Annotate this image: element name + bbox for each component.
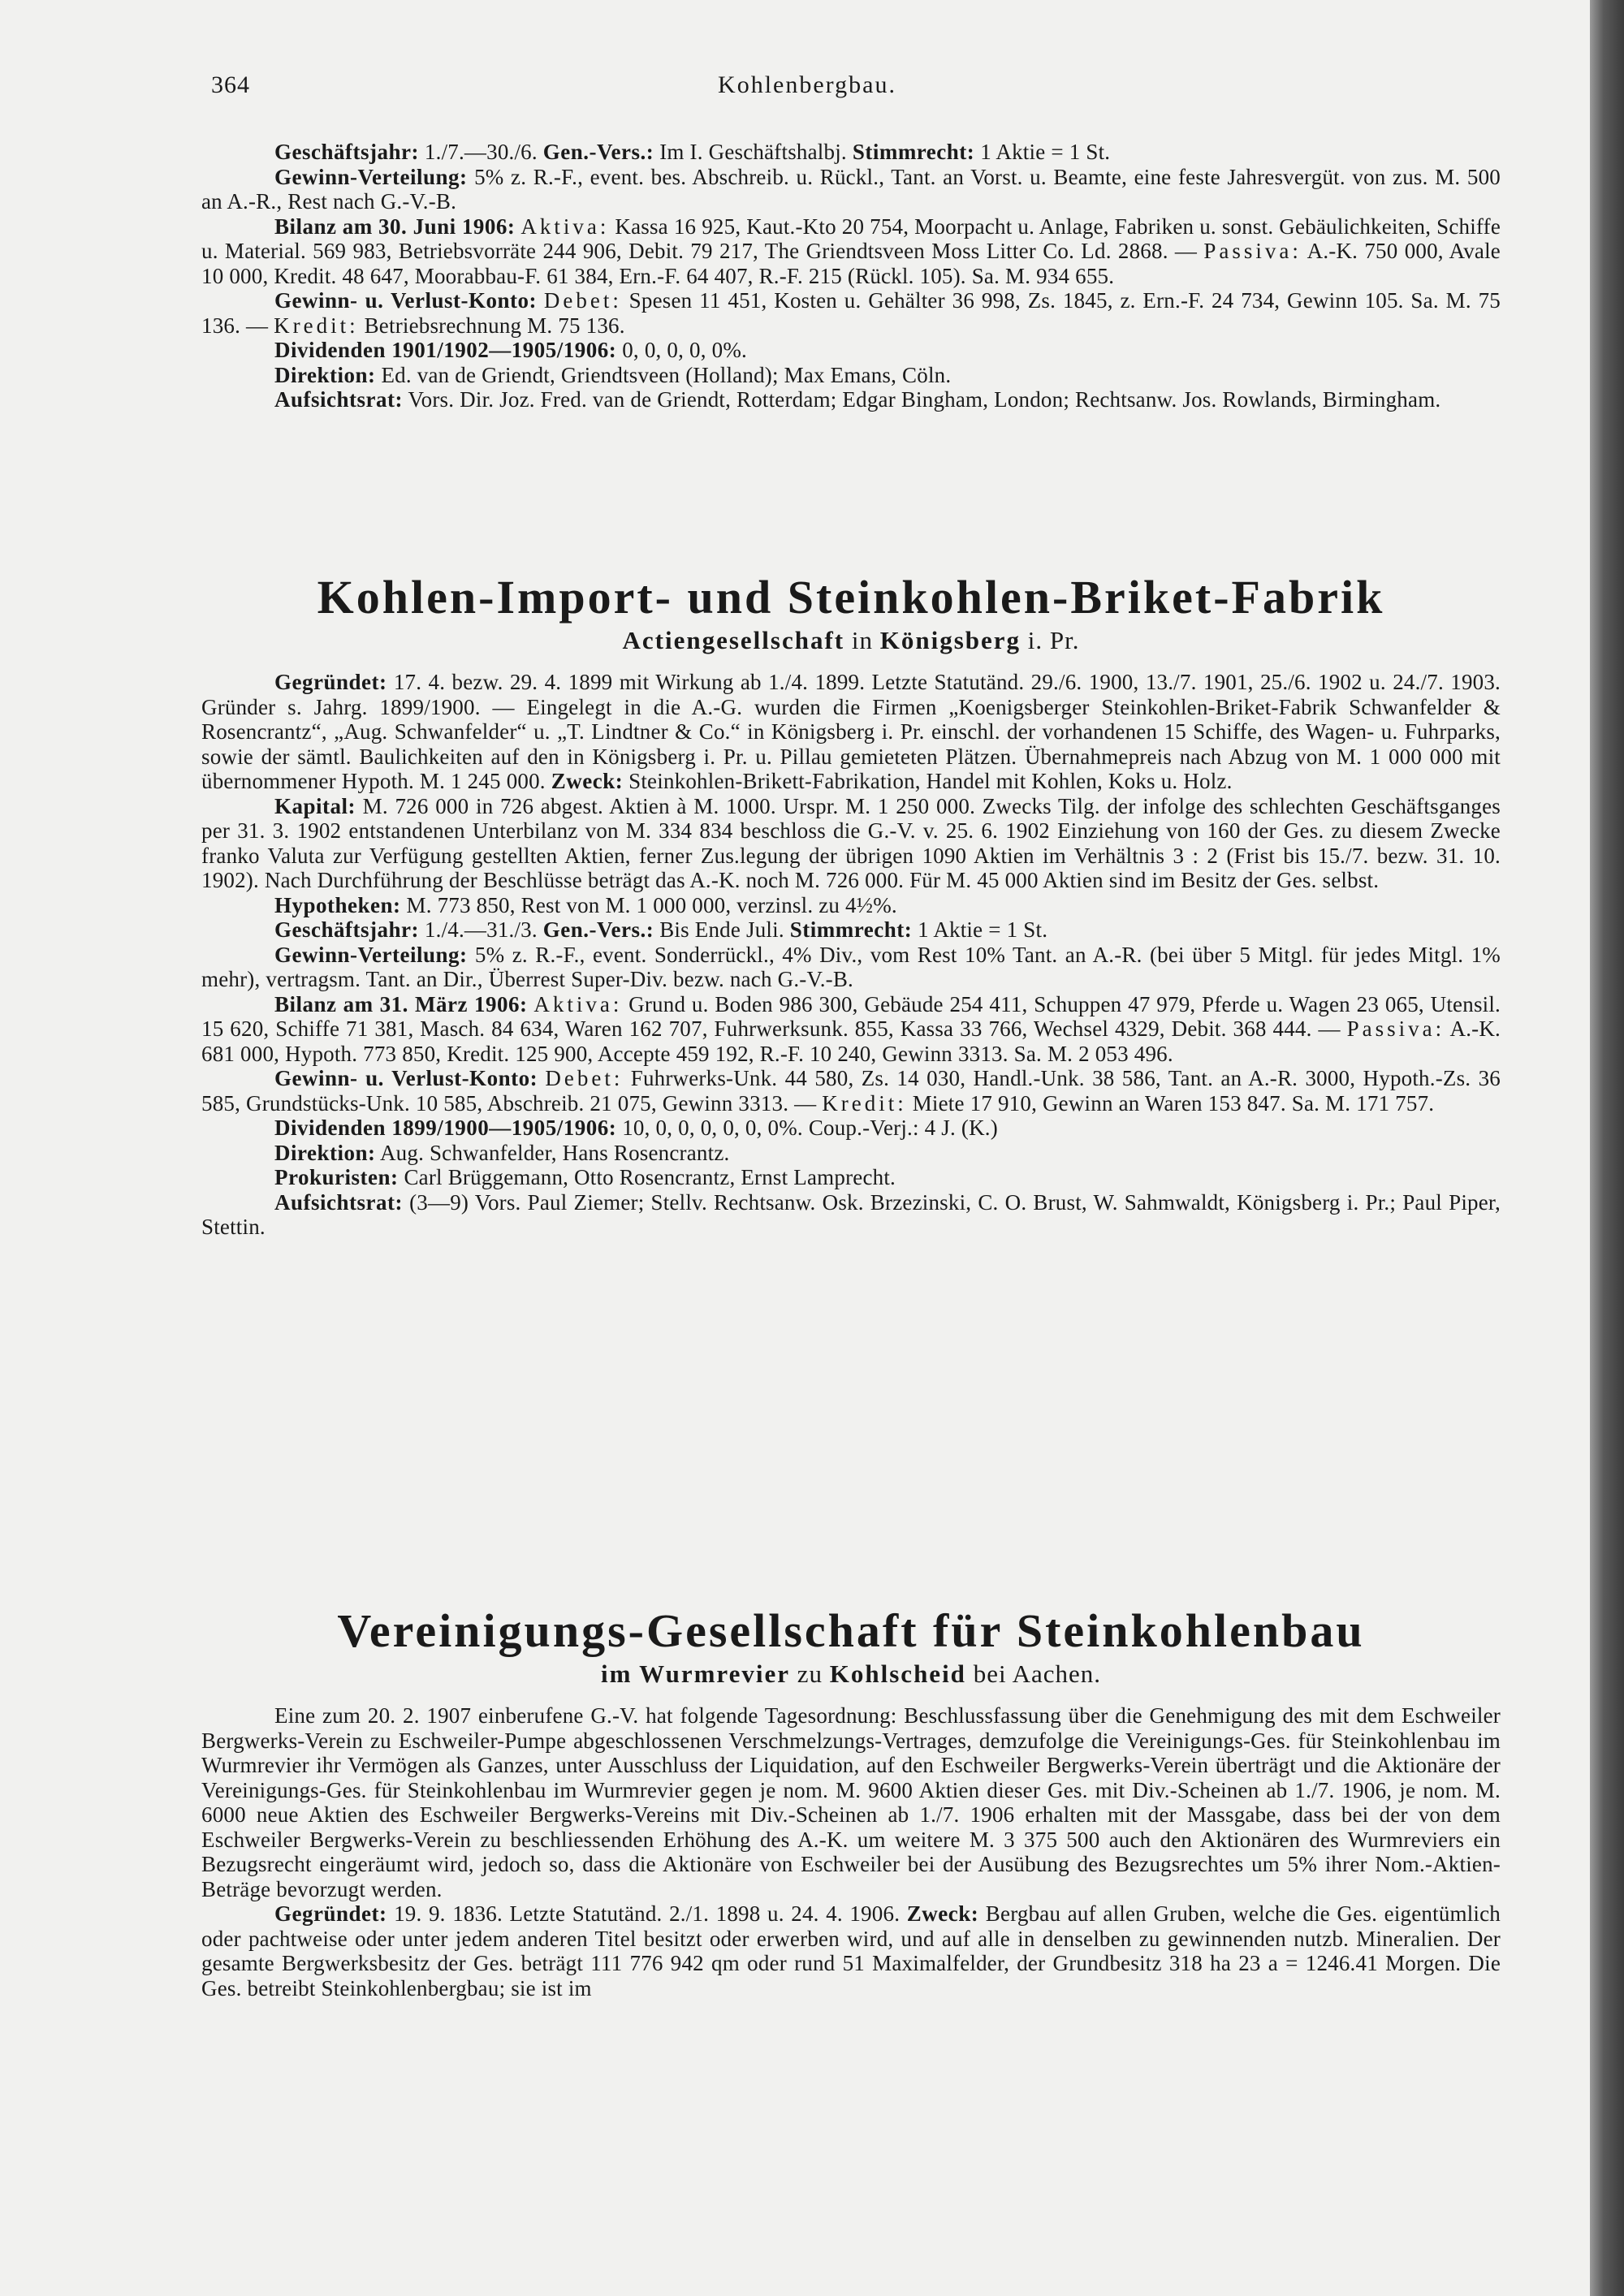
entry-geschaeftsjahr: Geschäftsjahr: 1./4.—31./3. Gen.-Vers.: Bis Ende Juli. Stimmrecht: 1 Aktie = 1 St. [274,917,1048,942]
section-wurmrevier [201,1603,1501,2000]
section-koenigsberg [201,570,1501,1240]
entry-aufsichtsrat: Aufsichtsrat: (3—9) Vors. Paul Ziemer; Stellv. Rechtsanw. Osk. Brzezinski, C. O. Brust, W. Sahmwaldt, Königsberg i. Pr.; Paul Piper, Stettin. [201,1189,1501,1239]
entry-gewinn-verlust: Gewinn- u. Verlust-Konto: Debet: Spesen 11 451, Kosten u. Gehälter 36 998, Zs. 1845, z. Ern.-F. 24 734, Gewinn 105. Sa. M. 75 136. — Kredit: Betriebsrechnung M. 75 136. [201,288,1501,338]
entry-direktion: Direktion: Ed. van de Griendt, Griendtsveen (Holland); Max Emans, Cöln. [274,362,952,387]
entry-dividenden: Dividenden 1901/1902—1905/1906: 0, 0, 0, 0, 0%. [274,338,747,362]
company-title: Vereinigungs-Gesellschaft für Steinkohlenbau [337,1604,1365,1657]
company-title: Kohlen-Import- und Steinkohlen-Briket-Fabrik [317,571,1385,624]
running-head [211,71,1403,112]
entry-direktion: Direktion: Aug. Schwanfelder, Hans Rosencrantz. [274,1140,730,1165]
entry-gewinn-verlust: Gewinn- u. Verlust-Konto: Debet: Fuhrwerks-Unk. 44 580, Zs. 14 030, Handl.-Unk. 38 586, Tant. an A.-R. 3000, Hypoth.-Zs. 36 585, Grundstücks-Unk. 10 585, Abschreib. 21 075, Gewinn 3313. — Kredit: Miete 17 910, Gewinn an Waren 153 847. Sa. M. 171 757. [201,1066,1501,1116]
entry-gewinn-verteilung: Gewinn-Verteilung: 5% z. R.-F., event. bes. Abschreib. u. Rückl., Tant. an Vorst. u. Beamte, eine feste Jahresvergüt. von zus. M. 500 an A.-R., Rest nach G.-V.-B. [201,164,1501,214]
book-binding-edge [1590,0,1624,2296]
running-title: Kohlenbergbau. [718,71,896,98]
entry-gegruendet: Gegründet: 19. 9. 1836. Letzte Statutänd. 2./1. 1898 u. 24. 4. 1906. Zweck: Bergbau auf allen Gruben, welche die Ges. eigentümlich oder pachtweise oder unter jedem anderen Titel besitzt oder erwerben wird, und auf alle in denselben zu gewinnenden nutzb. Mineralien. Der gesamte Bergwerksbesitz der Ges. beträgt 111 776 942 qm oder rund 51 Maximalfelder, der Grundbesitz 318 ha 23 a = 1246.41 Morgen. Die Ges. betreibt Steinkohlenbergbau; sie ist im [201,1901,1501,2000]
company-subtitle: Actiengesellschaft in Königsberg i. Pr. [622,626,1080,654]
company-subtitle: im Wurmrevier zu Kohlscheid bei Aachen. [600,1659,1102,1688]
section-continuation [201,140,1501,412]
entry-hypotheken: Hypotheken: M. 773 850, Rest von M. 1 000 000, verzinsl. zu 4½%. [274,892,897,917]
entry-gewinn-verteilung: Gewinn-Verteilung: 5% z. R.-F., event. Sonderrückl., 4% Div., vom Rest 10% Tant. an A.-R. (bei über 5 Mitgl. für jedes Mitgl. 1% mehr), vertragsm. Tant. an Dir., Überrest Super-Div. bezw. nach G.-V.-B. [201,942,1501,991]
page-number: 364 [211,71,250,98]
entry-aufsichtsrat: Aufsichtsrat: Vors. Dir. Joz. Fred. van de Griendt, Rotterdam; Edgar Bingham, London; Rechtsanw. Jos. Rowlands, Birmingham. [274,387,1441,412]
entry-dividenden: Dividenden 1899/1900—1905/1906: 10, 0, 0, 0, 0, 0, 0%. Coup.-Verj.: 4 J. (K.) [274,1116,998,1140]
entry-kapital: Kapital: M. 726 000 in 726 abgest. Aktien à M. 1000. Urspr. M. 1 250 000. Zwecks Tilg. der infolge des schlechten Geschäftsganges per 31. 3. 1902 entstandenen Unterbilanz von M. 334 834 beschloss die G.-V. v. 25. 6. 1902 Einziehung von 160 der Ges. zu diesem Zwecke franko Valuta zur Verfügung gestellten Aktien, ferner Zus.legung der übrigen 1090 Aktien im Verhältnis 3 : 2 (Frist bis 15./7. bezw. 31. 10. 1902). Nach Durchführung der Beschlüsse beträgt das A.-K. noch M. 726 000. Für M. 45 000 Aktien sind im Besitz der Ges. selbst. [201,793,1501,892]
entry-tagesordnung: Eine zum 20. 2. 1907 einberufene G.-V. hat folgende Tagesordnung: Beschlussfassung über die Genehmigung des mit dem Eschweiler Bergwerks-Verein zu Eschweiler-Pumpe abgeschlossenen Verschmelzungs-Vertrages, demzufolge die Vereinigungs-Ges. für Steinkohlenbau im Wurmrevier ihr Vermögen als Ganzes, unter Ausschluss der Liquidation, auf den Eschweiler Bergwerks-Verein überträgt und die Aktionäre der Vereinigungs-Ges. für Steinkohlenbau im Wurmrevier gegen je nom. M. 9600 Aktien dieser Ges. mit Div.-Scheinen ab 1./7. 1906, je nom. M. 6000 neue Aktien des Eschweiler Bergwerks-Vereins mit Div.-Scheinen ab 1./7. 1906 erhalten mit der Massgabe, dass bei der von dem Eschweiler Bergwerks-Verein zu beschliessenden Erhöhung des A.-K. um weitere M. 3 375 500 auch den Aktionären des Wurmreviers ein Bezugsrecht eingeräumt wird, jedoch so, dass die Aktionäre von Eschweiler bei der Ausübung des Bezugsrechtes um 5% ihrer Nom.-Aktien-Beträge bevorzugt werden. [201,1703,1501,1901]
entry-geschaeftsjahr: Geschäftsjahr: 1./7.—30./6. Gen.-Vers.: Im I. Geschäftshalbj. Stimmrecht: 1 Aktie = 1 St. [274,140,1111,164]
entry-prokuristen: Prokuristen: Carl Brüggemann, Otto Rosencrantz, Ernst Lamprecht. [274,1165,896,1189]
entry-gegruendet: Gegründet: 17. 4. bezw. 29. 4. 1899 mit Wirkung ab 1./4. 1899. Letzte Statutänd. 29./6. 1900, 13./7. 1901, 25./6. 1902 u. 24./7. 1903. Gründer s. Jahrg. 1899/1900. — Eingelegt in die A.-G. wurden die Firmen „Koenigsberger Steinkohlen-Briket-Fabrik Schwanfelder & Rosencrantz“, „Aug. Schwanfelder“ u. „T. Lindtner & Co.“ in Königsberg i. Pr. einschl. der vorhandenen 15 Schiffe, des Wagen- u. Fuhrparks, sowie der sämtl. Baulichkeiten auf den in Königsberg i. Pr. u. Pillau gemieteten Plätzen. Übernahmepreis nach Abzug von M. 1 000 000 mit übernommener Hypoth. M. 1 245 000. Zweck: Steinkohlen-Brikett-Fabrikation, Handel mit Kohlen, Koks u. Holz. [201,670,1501,793]
entry-bilanz: Bilanz am 31. März 1906: Aktiva: Grund u. Boden 986 300, Gebäude 254 411, Schuppen 47 979, Pferde u. Wagen 23 065, Utensil. 15 620, Schiffe 71 381, Masch. 84 634, Waren 162 707, Fuhrwerksunk. 855, Kassa 33 766, Wechsel 4329, Debit. 368 444. — Passiva: A.-K. 681 000, Hypoth. 773 850, Kredit. 125 900, Accepte 459 192, R.-F. 10 240, Gewinn 3313. Sa. M. 2 053 496. [201,991,1501,1066]
entry-bilanz: Bilanz am 30. Juni 1906: Aktiva: Kassa 16 925, Kaut.-Kto 20 754, Moorpacht u. Anlage, Fabriken u. sonst. Gebäulichkeiten, Schiffe u. Material. 569 983, Betriebsvorräte 244 906, Debit. 79 217, The Griendtsveen Moss Litter Co. Ld. 2868. — Passiva: A.-K. 750 000, Avale 10 000, Kredit. 48 647, Moorabbau-F. 61 384, Ern.-F. 64 407, R.-F. 215 (Rückl. 105). Sa. M. 934 655. [201,214,1501,288]
